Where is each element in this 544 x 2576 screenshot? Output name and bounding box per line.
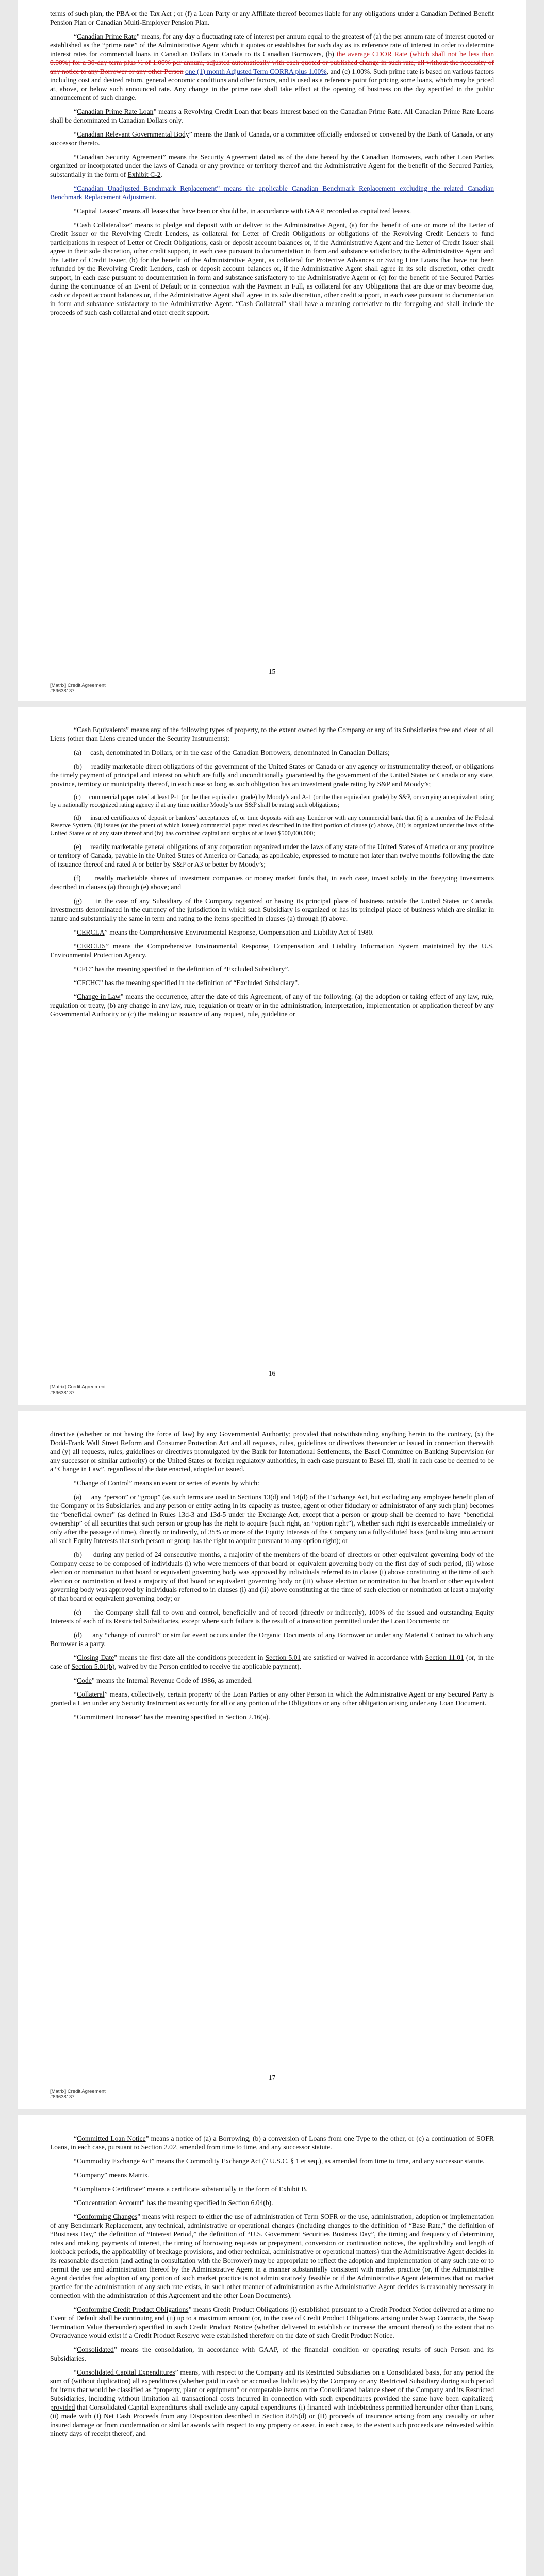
page-footer: [Matrix] Credit Agreement #89638137 xyxy=(50,1384,106,1396)
inserted-text: one (1) month Adjusted Term CORRA plus 1.00% xyxy=(185,67,327,75)
deleted-text: the average CDOR Rate (which shall not be less than 0.00%) for a 30-day term plus ½ of 1.00% per annum, adjusted automatically with each quoted or published change in such rate, all without the necessity of any notice to any Borrower or any other Person xyxy=(50,50,494,75)
cross-reference[interactable]: Section 8.05(d) xyxy=(262,2412,307,2420)
paragraph-continued: directive (whether or not having the force of law) by any Governmental Authority; provided that notwithstanding anything herein to the contrary, (x) the Dodd-Frank Wall Street Reform and Consumer Protection Act and all requests, rules, guidelines or directives thereunder or issued in connection therewith and (y) all requests, rules, guidelines or directives promulgated by the Bank for International Settlements, the Basel Committee on Banking Supervision (or any successor or similar authority) or the United States or foreign regulatory authorities, in each case pursuant to Basel III, shall in each case be deemed to be a “Change in Law”, regardless of the date enacted, adopted or issued. xyxy=(50,1430,494,1473)
cross-reference[interactable]: Section 2.16(a) xyxy=(225,1713,269,1721)
page-number: 15 xyxy=(268,668,276,675)
definition-compliance-certificate: “Compliance Certificate” means a certificate substantially in the form of Exhibit B. xyxy=(74,2185,308,2193)
definition-committed-loan-notice: “Committed Loan Notice” means a notice of (a) a Borrowing, (b) a conversion of Loans from one Type to the other, or (c) a continuation of SOFR Loans, in each case, pursuant to Section 2.02, amended from time to time, and any successor statute. xyxy=(50,2134,494,2151)
paragraph-intro: terms of such plan, the PBA or the Tax Act ; or (f) a Loan Party or any Affiliate thereof becomes liable for any obligations under a Canadian Defined Benefit Pension Plan or Canadian Multi-Employer Pension Plan. xyxy=(50,10,494,26)
page-number: 17 xyxy=(268,2074,276,2081)
clause-c: (c) commercial paper rated at least P-1 (or the then equivalent grade) by Moody’s and A-1 (or the then equivalent grade) by S&P, or carrying an equivalent rating by a nationally recognized rating agency if at any time neither Moody’s nor S&P shall be rating such obligations; xyxy=(50,793,494,808)
definition-cash-collateralize: “Cash Collateralize” means to pledge and deposit with or deliver to the Administrative Agent, (a) for the benefit of one or more of the Letter of Credit Issuer or the Revolving Credit Lenders, as collateral for Letter of Credit Obligations or obligations of the Revolving Credit Lenders to fund participations in respect of Letter of Credit Obligations, cash or deposit account balances or, if the Administrative Agent and the Letter of Credit Issuer shall agree in their sole discretion, other credit support, in each case pursuant to documentation in form and substance satisfactory to the Administrative Agent and the Letter of Credit Issuer, (b) for the benefit of the Administrative Agent, as collateral for Protective Advances or Swing Line Loans that have not been refunded by the Revolving Credit Lenders, cash or deposit account balances or, if the Administrative Agent shall agree in its sole discretion, other credit support, in each case pursuant to documentation in form and substance satisfactory to the Administrative Agent or (c) for the benefit of the Secured Parties during the continuance of an Event of Default or in connection with the Payment in Full, as collateral for any Obligations that are due or may become due, cash or deposit account balances or, if the Administrative Agent shall agree in its sole discretion, other credit support, in each case pursuant to documentation in form and substance satisfactory to the Administrative Agent. “Cash Collateral” shall have a meaning correlative to the foregoing and shall include the proceeds of such cash collateral and other credit support. xyxy=(50,221,494,316)
clause-b: (b) readily marketable direct obligations of the government of the United States or Canada or any agency or instrumentality thereof, or obligations the timely payment of principal and interest on which are fully and unconditionally guaranteed by the government of the United States or Canada or any state, province, territory or municipality thereof, in each case so long as such obligation has an investment grade rating by S&P and Moody’s; xyxy=(50,762,494,788)
cross-reference[interactable]: Exhibit C-2 xyxy=(127,171,161,178)
definition-concentration-account: “Concentration Account” has the meaning specified in Section 6.04(b). xyxy=(74,2199,273,2207)
clause-a: (a) cash, denominated in Dollars, or in the case of the Canadian Borrowers, denominated in Canadian Dollars; xyxy=(74,749,390,756)
definition-cerclis: “CERCLIS” means the Comprehensive Environmental Response, Compensation and Liability Information System maintained by the U.S. Environmental Protection Agency. xyxy=(50,942,494,959)
definition-company: “Company” means Matrix. xyxy=(74,2171,150,2179)
document-page-15 xyxy=(18,0,526,701)
cross-reference[interactable]: Exhibit B xyxy=(278,2185,306,2193)
definition-cfchc: “CFCHC” has the meaning specified in the definition of “Excluded Subsidiary”. xyxy=(74,979,300,987)
clause-b: (b) during any period of 24 consecutive months, a majority of the members of the board of directors or other equivalent governing body of the Company cease to be composed of individuals (i) who were members of that board or equivalent governing body on the first day of such period, (ii) whose election or nomination to that board or equivalent governing body was approved by individuals referred to in clause (i) above constituting at the time of such election or nomination at least a majority of that board or equivalent governing body or (iii) whose election or nomination to that board or other equivalent governing body was approved by individuals referred to in clauses (i) and (ii) above constituting at the time of such election or nomination at least a majority of that board or equivalent governing body; or xyxy=(50,1551,494,1602)
cross-reference[interactable]: Section 5.01 xyxy=(265,1654,301,1662)
cross-reference[interactable]: Section 11.01 xyxy=(425,1654,464,1662)
term: Canadian Prime Rate xyxy=(77,32,137,40)
clause-c: (c) the Company shall fail to own and control, beneficially and of record (directly or indirectly), 100% of the issued and outstanding Equity Interests of each of its Restricted Subsidiaries, except where such failure is the result of a transaction permitted under the Loan Documents; or xyxy=(50,1608,494,1625)
page-number: 16 xyxy=(268,1369,276,1377)
document-page-17 xyxy=(18,1411,526,2109)
definition-change-in-law: “Change in Law” means the occurrence, after the date of this Agreement, of any of the following: (a) the adoption or taking effect of any law, rule, regulation or treaty, (b) any change in any law, rule, regulation or treaty or in the administration, interpretation, implementation or application thereof by any Governmental Authority or (c) the making or issuance of any request, rule, guideline or xyxy=(50,993,494,1018)
definition-capital-leases: “Capital Leases” means all leases that have been or should be, in accordance with GAAP, recorded as capitalized leases. xyxy=(74,207,411,215)
cross-reference[interactable]: Section 6.04(b) xyxy=(228,2199,272,2207)
clause-g: (g) in the case of any Subsidiary of the Company organized or having its principal place of business outside the United States or Canada, investments denominated in the currency of the jurisdiction in which such Subsidiary is organized or has its principal place of business which are similar in nature and substantially the same in term and rating to the items specified in clauses (a) through (f) above. xyxy=(50,897,494,922)
cross-reference[interactable]: Section 5.01(b) xyxy=(71,1663,115,1670)
definition-canadian-unadjusted-benchmark: “Canadian Unadjusted Benchmark Replacement” means the applicable Canadian Benchmark Replacement excluding the related Canadian Benchmark Replacement Adjustment. xyxy=(50,184,494,201)
clause-e: (e) readily marketable general obligations of any corporation organized under the laws of any state of the United States of America or any province or territory of Canada, payable in the United States of America or Canada, as applicable, expressed to mature not later than twelve months following the date of issuance thereof and rated A or better by S&P or A3 or better by Moody’s; xyxy=(50,843,494,868)
definition-closing-date: “Closing Date” means the first date all the conditions precedent in Section 5.01 are satisfied or waived in accordance with Section 11.01 (or, in the case of Section 5.01(b), waived by the Person entitled to receive the applicable payment). xyxy=(50,1654,494,1670)
definition-canadian-prime-rate: “Canadian Prime Rate” means, for any day a fluctuating rate of interest per annum equal to the greatest of (a) the per annum rate of interest quoted or established as the “prime rate” of the Administrative Agent which it quotes or establishes for such day as its reference rate of interest in order to determine interest rates for commercial loans in Canadian Dollars in Canada to its Canadian Borrowers, (b) the average CDOR Rate (which shall not be less than 0.00%) for a 30-day term plus ½ of 1.00% per annum, adjusted automatically with each quoted or published change in such rate, all without the necessity of any notice to any Borrower or any other Person one (1) month Adjusted Term CORRA plus 1.00%, and (c) 1.00%. Such prime rate is based on various factors including cost and desired return, general economic conditions and other factors, and is used as a reference point for pricing some loans, which may be priced at, above, or below such announced rate. Any change in the prime rate shall take effect at the opening of business on the day specified in the public announcement of such change. xyxy=(50,32,494,101)
document-page-16 xyxy=(18,707,526,1405)
definition-conforming-changes: “Conforming Changes” means with respect to either the use of administration of Term SOFR or the use, administration, adoption or implementation of any Benchmark Replacement, any technical, administrative or operational changes (including changes to the definition of “Base Rate,” the definition of “Business Day,” the definition of “Interest Period,” the definition of “U.S. Government Securities Business Day”, the timing and frequency of determining rates and making payments of interest, the timing of borrowing requests or prepayment, conversion or continuation notices, the applicability and length of lookback periods, the applicability of breakage provisions, and other technical, administrative or operational matters) that the Administrative Agent decides in its reasonable discretion (and acting in consultation with the Borrower) may be appropriate to reflect the adoption and implementation of any such rate or to permit the use and administration thereof by the Administrative Agent in a manner substantially consistent with market practice (or, if the Administrative Agent decides that adoption of any portion of such market practice is not administratively feasible or if the Administrative Agent determines that no market practice for the administration of any such rate exists, in such other manner of administration as the Administrative Agent decides is reasonably necessary in connection with the administration of this Agreement and the other Loan Documents). xyxy=(50,2213,494,2299)
definition-cercla: “CERCLA” means the Comprehensive Environmental Response, Compensation and Liability Act of 1980. xyxy=(74,928,374,936)
clause-f: (f) readily marketable shares of investment companies or money market funds that, in each case, invest solely in the foregoing Investments described in clauses (a) through (e) above; and xyxy=(50,874,494,891)
cross-reference[interactable]: Excluded Subsidiary xyxy=(236,979,295,987)
clause-d: (d) insured certificates of deposit or bankers’ acceptances of, or time deposits with any Lender or with any commercial bank that (i) is a member of the Federal Reserve System, (ii) issues (or the parent of which issues) commercial paper rated as described in the first portion of clause (c) above, (iii) is organized under the laws of the United States or of any state thereof and (iv) has combined capital and surplus of at least $500,000,000; xyxy=(50,814,494,837)
page-footer: [Matrix] Credit Agreement #89638137 xyxy=(50,683,106,694)
cross-reference[interactable]: Section 2.02 xyxy=(141,2143,176,2151)
definition-change-of-control: “Change of Control” means an event or series of events by which: xyxy=(74,1479,259,1487)
document-page-18 xyxy=(18,2115,526,2576)
definition-canadian-security-agreement: “Canadian Security Agreement” means the Security Agreement dated as of the date hereof by the Canadian Borrowers, each other Loan Parties organized or incorporated under the laws of Canada or any province or territory thereof and the Administrative Agent for the benefit of the Secured Parties, substantially in the form of Exhibit C-2. xyxy=(50,153,494,178)
definition-collateral: “Collateral” means, collectively, certain property of the Loan Parties or any other Person in which the Administrative Agent or any Secured Party is granted a Lien under any Security Instrument as security for all or any portion of the Obligations or any other obligation arising under any Loan Document. xyxy=(50,1690,494,1707)
definition-commitment-increase: “Commitment Increase” has the meaning specified in Section 2.16(a). xyxy=(74,1713,270,1721)
definition-cash-equivalents: “Cash Equivalents” means any of the following types of property, to the extent owned by the Company or any of its Subsidiaries free and clear of all Liens (other than Liens created under the Security Instruments): xyxy=(50,726,494,742)
clause-a: (a) any “person” or “group” (as such terms are used in Sections 13(d) and 14(d) of the Exchange Act, but excluding any employee benefit plan of the Company or its Subsidiaries, and any person or entity acting in its capacity as trustee, agent or other fiduciary or administrator of any such plan) becomes the “beneficial owner” (as defined in Rules 13d-3 and 13d-5 under the Exchange Act, except that a person or group shall be deemed to have “beneficial ownership” of all securities that such person or group has the right to acquire (such right, an “option right”), whether such right is exercisable immediately or only after the passage of time), directly or indirectly, of 35% or more of the Equity Interests of the Company on a fully-diluted basis (and taking into account all such Equity Interests that such person or group has the right to acquire pursuant to any option right); or xyxy=(50,1493,494,1545)
definition-consolidated: “Consolidated” means the consolidation, in accordance with GAAP, of the financial condition or operating results of such Person and its Subsidiaries. xyxy=(50,2346,494,2362)
definition-code: “Code” means the Internal Revenue Code of 1986, as amended. xyxy=(74,1676,253,1684)
cross-reference[interactable]: Excluded Subsidiary xyxy=(226,965,285,973)
definition-canadian-relevant-governmental-body: “Canadian Relevant Governmental Body” means the Bank of Canada, or a committee officially endorsed or convened by the Bank of Canada, or any successor thereto. xyxy=(50,130,494,147)
definition-consolidated-capital-expenditures: “Consolidated Capital Expenditures” means, with respect to the Company and its Restricted Subsidiaries on a Consolidated basis, for any period the sum of (without duplication) all expenditures (whether paid in cash or accrued as liabilities) by the Company or any Restricted Subsidiary during such period for items that would be classified as “property, plant or equipment” or comparable items on the Consolidated balance sheet of the Company and its Restricted Subsidiaries, including without limitation all transactional costs incurred in connection with such expenditures provided the same have been capitalized; provided that Consolidated Capital Expenditures shall exclude any capital expenditures (i) financed with Indebtedness permitted hereunder other than Loans, (ii) made with (I) Net Cash Proceeds from any Disposition described in Section 8.05(d) or (II) proceeds of insurance arising from any casualty or other insured damage or from condemnation or similar awards with respect to any property or asset, in each case, to the extent such proceeds are reinvested within ninety days of receipt thereof, and xyxy=(50,2368,494,2437)
clause-d: (d) any “change of control” or similar event occurs under the Organic Documents of any Borrower or under any Material Contract to which any Borrower is a party. xyxy=(50,1631,494,1648)
definition-canadian-prime-rate-loan: “Canadian Prime Rate Loan” means a Revolving Credit Loan that bears interest based on the Canadian Prime Rate. All Canadian Prime Rate Loans shall be denominated in Canadian Dollars only. xyxy=(50,108,494,124)
definition-cfc: “CFC” has the meaning specified in the definition of “Excluded Subsidiary”. xyxy=(74,965,290,973)
definition-conforming-credit-product-obligations: “Conforming Credit Product Obligations” means Credit Product Obligations (i) established pursuant to a Credit Product Notice delivered at a time no Event of Default shall be continuing and (ii) up to a maximum amount (or, in the case of Credit Product Obligations arising under Swap Contracts, the Swap Termination Value thereunder) specified in such Credit Product Notice (whether delivered to establish or increase the amount thereof) to the extent that no Overadvance would exist if a Credit Product Reserve were established therefore on the date of such Credit Product Notice. xyxy=(50,2306,494,2340)
page-footer: [Matrix] Credit Agreement #89638137 xyxy=(50,2089,106,2100)
definition-commodity-exchange-act: “Commodity Exchange Act” means the Commodity Exchange Act (7 U.S.C. § 1 et seq.), as amended from time to time, and any successor statute. xyxy=(74,2157,485,2165)
